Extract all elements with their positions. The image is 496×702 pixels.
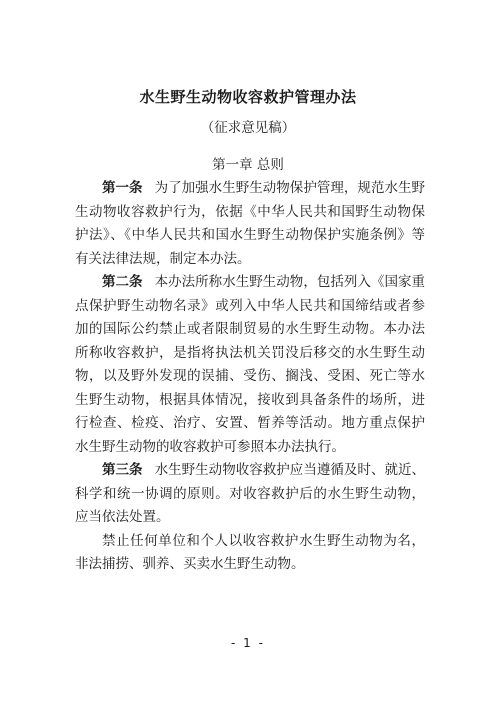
article-2-label: 第二条 [102,274,143,290]
article-1 [75,177,425,271]
article-3 [75,459,425,530]
page-number: - 1 - [231,636,265,650]
document-body [75,177,425,577]
article-1-label: 第一条 [102,180,143,196]
chapter-heading: 第一章 总则 [212,157,284,173]
article-1-text: 为了加强水生野生动物保护管理，规范水生野生动物收容救护行为，依据《中华人民共和国野生动物保护法》、《中华人民共和国水生野生动物保护实施条例》等有关法律法规，制定本办法。 [75,180,426,267]
document-subtitle: （征求意见稿） [200,120,296,136]
article-2 [75,271,425,459]
article-2-text: 本办法所称水生野生动物，包括列入《国家重点保护野生动物名录》或列入中华人民共和国缔结或者参加的国际公约禁止或者限制贸易的水生野生动物。本办法所称收容救护，是指将执法机关罚没后移交的水生野生动物，以及野外发现的误捕、受伤、搁浅、受困、死亡等水生野生动物，根据具体情况，接收到具备条件的场所，进行检查、检疫、治疗、安置、暂养等活动。地方重点保护水生野生动物的收容救护可参照本办法执行。 [75,274,426,455]
article-3-text: 水生野生动物收容救护应当遵循及时、就近、科学和统一协调的原则。对收容救护后的水生野生动物，应当依法处置。 [75,462,426,525]
document-title: 水生野生动物收容救护管理办法 [139,88,357,106]
body-paragraph: 禁止任何单位和个人以收容救护水生野生动物为名，非法捕捞、驯养、买卖水生野生动物。 [75,532,425,572]
article-3-label: 第三条 [102,462,143,478]
